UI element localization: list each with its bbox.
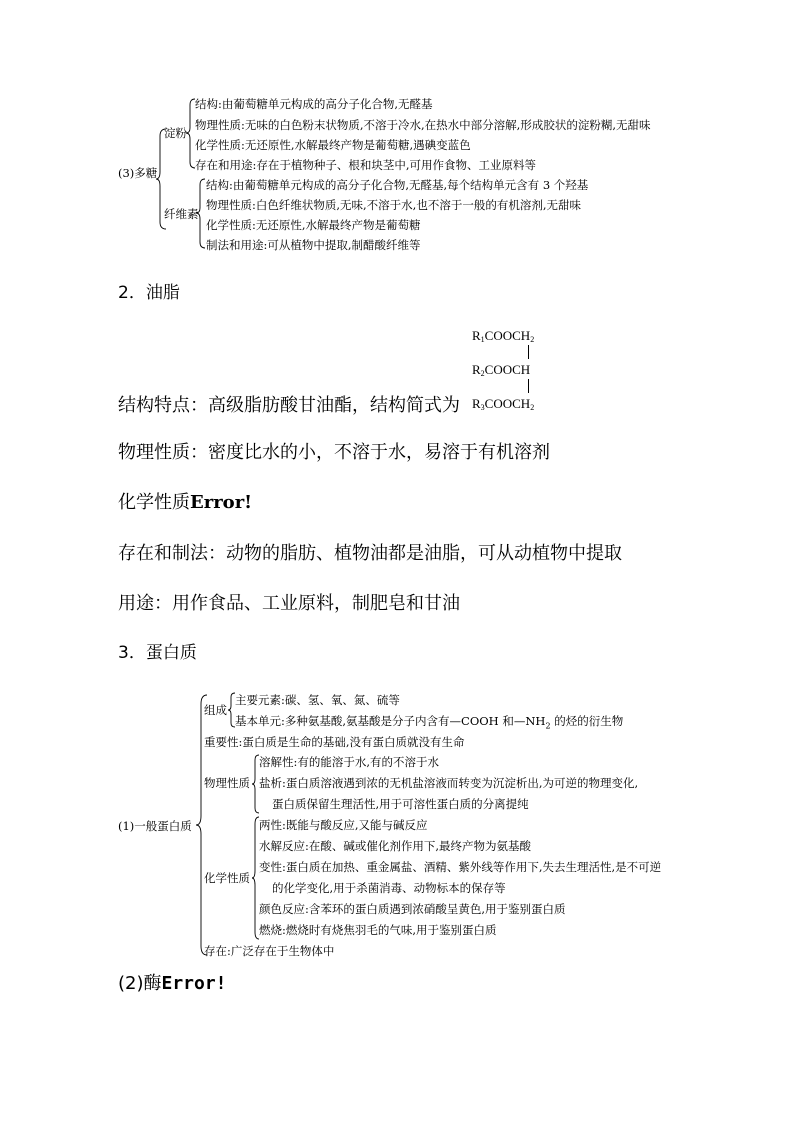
oil-existence: 存在和制法：动物的脂肪、植物油都是油脂，可从动植物中提取 xyxy=(118,543,622,564)
enzyme-error: Error! xyxy=(161,973,227,994)
protein-chemical-brace xyxy=(252,816,260,940)
chemical-amphoteric: 两性:既能与酸反应,又能与碱反应 xyxy=(259,818,428,832)
physical-solubility: 溶解性:有的能溶于水,有的不溶于水 xyxy=(259,755,440,769)
composition-elements: 主要元素:碳、氢、氧、氮、硫等 xyxy=(235,693,400,707)
physical-salting-out: 盐析:蛋白质溶液遇到浓的无机盐溶液而转变为沉淀析出,为可逆的物理变化, xyxy=(259,776,639,790)
oil-chemical: 化学性质Error! xyxy=(118,492,253,513)
chemical-hydrolysis: 水解反应:在酸、碱或催化剂作用下,最终产物为氨基酸 xyxy=(259,839,532,853)
starch-physical: 物理性质:无味的白色粉末状物质,不溶于冷水,在热水中部分溶解,形成胶状的淀粉糊,无甜味 xyxy=(195,118,651,132)
cellulose-structure: 结构:由葡萄糖单元构成的高分子化合物,无醛基,每个结构单元含有 3 个羟基 xyxy=(206,178,589,192)
composition-label: 组成 xyxy=(204,703,227,717)
oil-heading: 2．油脂 xyxy=(118,283,180,303)
cellulose-physical: 物理性质:白色纤维状物质,无味,不溶于水,也不溶于一般的有机溶剂,无甜味 xyxy=(206,198,581,212)
protein-brace xyxy=(196,694,208,956)
protein-chemical-label: 化学性质 xyxy=(204,871,250,885)
oil-structure: 结构特点：高级脂肪酸甘油酯，结构简式为 xyxy=(118,395,460,416)
enzyme-line: (2)酶Error! xyxy=(118,973,227,994)
protein-physical-label: 物理性质 xyxy=(204,776,250,790)
formula-row-2: $R_2COOCH$ xyxy=(472,362,531,378)
starch-structure: 结构:由葡萄糖单元构成的高分子化合物,无醛基 xyxy=(195,97,433,111)
starch-chemical: 化学性质:无还原性,水解最终产物是葡萄糖,遇碘变蓝色 xyxy=(195,138,471,152)
oil-chemical-error: Error! xyxy=(190,492,253,513)
cellulose-chemical: 化学性质:无还原性,水解最终产物是葡萄糖 xyxy=(206,218,421,232)
polysaccharide-label: (3)多糖 xyxy=(118,166,158,180)
chemical-color-reaction: 颜色反应:含苯环的蛋白质遇到浓硝酸呈黄色,用于鉴别蛋白质 xyxy=(259,902,566,916)
chemical-combustion: 燃烧:燃烧时有烧焦羽毛的气味,用于鉴别蛋白质 xyxy=(259,923,497,937)
starch-usage: 存在和用途:存在于植物种子、根和块茎中,可用作食物、工业原料等 xyxy=(195,158,537,172)
formula-bond-1 xyxy=(528,345,529,359)
oil-usage: 用途：用作食品、工业原料，制肥皂和甘油 xyxy=(118,593,460,614)
chemical-denaturation: 变性:蛋白质在加热、重金属盐、酒精、紫外线等作用下,失去生理活性,是不可逆 xyxy=(259,860,662,874)
protein-existence: 存在:广泛存在于生物体中 xyxy=(204,944,335,958)
cellulose-label: 纤维素 xyxy=(164,207,199,221)
protein-heading: 3．蛋白质 xyxy=(118,643,197,663)
cellulose-usage: 制法和用途:可从植物中提取,制醋酸纤维等 xyxy=(206,238,421,252)
formula-bond-2 xyxy=(528,379,529,393)
formula-row-1: $R_1COOCH_2$ xyxy=(472,328,535,344)
cellulose-brace xyxy=(196,178,206,250)
physical-salting-out-cont: 蛋白质保留生理活性,用于可溶性蛋白质的分离提纯 xyxy=(272,797,529,811)
composition-unit: 基本单元:多种氨基酸,氨基酸是分子内含有—COOH 和$—NH_2$ 的烃的衍生物 xyxy=(235,714,624,731)
oil-physical: 物理性质：密度比水的小，不溶于水，易溶于有机溶剂 xyxy=(118,442,550,463)
chemical-denaturation-cont: 的化学变化,用于杀菌消毒、动物标本的保存等 xyxy=(272,881,506,895)
protein-label: (1)一般蛋白质 xyxy=(118,819,192,833)
protein-importance: 重要性:蛋白质是生命的基础,没有蛋白质就没有生命 xyxy=(204,735,465,749)
starch-label: 淀粉 xyxy=(164,126,187,140)
formula-row-3: $R_3COOCH_2$ xyxy=(472,396,535,412)
